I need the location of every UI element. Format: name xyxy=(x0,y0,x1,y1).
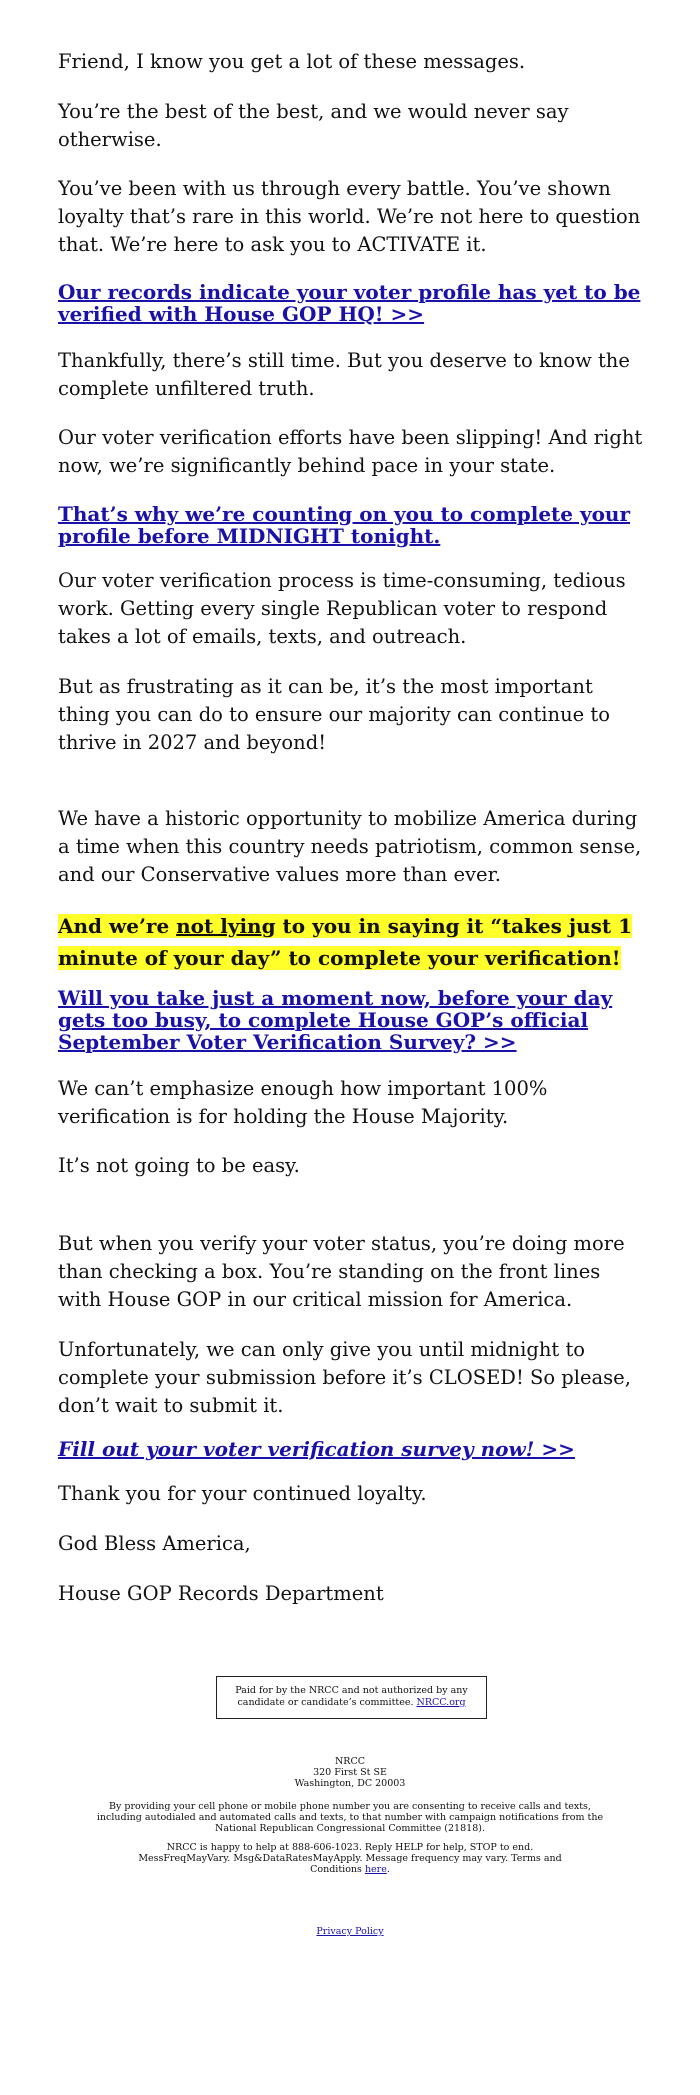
paragraph-best: You’re the best of the best, and we would never say otherwise. xyxy=(58,100,569,151)
paragraph-god-bless: God Bless America, xyxy=(58,1532,251,1555)
highlight-underlined: not lying xyxy=(176,914,276,938)
paragraph-greeting: Friend, I know you get a lot of these messages. xyxy=(58,50,526,73)
paid-for-disclaimer xyxy=(216,1676,487,1719)
privacy-policy-wrap xyxy=(0,1926,700,1937)
privacy-policy-link[interactable]: Privacy Policy xyxy=(316,1926,384,1937)
paragraph-midnight: Unfortunately, we can only give you until midnight to complete your submission before it’s CLOSED! So please, don’t wait to submit it. xyxy=(58,1338,631,1417)
org-name: NRCC xyxy=(334,1756,365,1767)
paragraph-not-easy: It’s not going to be easy. xyxy=(58,1154,300,1177)
paragraph-frustrating: But as frustrating as it can be, it’s the most important thing you can do to ensure our majority can continue to thrive in 2027 and beyond! xyxy=(58,675,610,754)
paragraph-thank-you: Thank you for your continued loyalty. xyxy=(58,1482,427,1505)
paragraph-opportunity: We have a historic opportunity to mobilize America during a time when this country needs patriotism, common sense, and our Conservative values more than ever. xyxy=(58,807,642,886)
highlight-part-2: to you in saying it “takes just 1 minute of your day” to complete your verification! xyxy=(58,914,633,970)
consent-text: By providing your cell phone or mobile phone number you are consenting to receive calls and texts, including autodialed and automated calls and texts, to that number with campaign notifications from the National Republican Congressional Committee (21818). xyxy=(96,1801,604,1834)
paragraph-still-time: Thankfully, there’s still time. But you deserve to know the complete unfiltered truth. xyxy=(58,349,630,400)
nrcc-org-link[interactable]: NRCC.org xyxy=(416,1697,466,1708)
paragraph-emphasize: We can’t emphasize enough how important 100% verification is for holding the House Majority. xyxy=(58,1077,548,1128)
highlighted-statement xyxy=(58,910,643,974)
fill-out-survey-link[interactable]: Fill out your voter verification survey now! >> xyxy=(58,1437,575,1461)
midnight-profile-link[interactable]: That’s why we’re counting on you to complete your profile before MIDNIGHT tonight. xyxy=(58,502,631,548)
footer-address xyxy=(0,1756,700,1789)
september-survey-link[interactable]: Will you take just a moment now, before your day gets too busy, to complete House GOP’s official September Voter Verification Survey? >> xyxy=(58,986,613,1054)
highlight-part-1: And we’re xyxy=(58,914,177,938)
help-text: NRCC is happy to help at 888-606-1023. Reply HELP for help, STOP to end. MessFreqMayVary. Msg&DataRatesMayApply. Message frequency may vary. Terms and Conditions xyxy=(138,1842,562,1875)
help-text-block: NRCC is happy to help at 888-606-1023. Reply HELP for help, STOP to end. MessFreqMayVary. Msg&DataRatesMayApply. Message frequency may vary. Terms and Conditions here. xyxy=(138,1842,562,1875)
signature: House GOP Records Department xyxy=(58,1582,384,1605)
paragraph-process: Our voter verification process is time-consuming, tedious work. Getting every single Republican voter to respond takes a lot of emails, texts, and outreach. xyxy=(58,569,626,648)
address-line-2: Washington, DC 20003 xyxy=(294,1778,406,1789)
disclaimer-text: Paid for by the NRCC and not authorized by any candidate or candidate’s committee. xyxy=(235,1685,468,1708)
address-line-1: 320 First St SE xyxy=(313,1767,387,1778)
terms-link[interactable]: here xyxy=(364,1864,387,1875)
verify-profile-link[interactable]: Our records indicate your voter profile has yet to be verified with House GOP HQ! >> xyxy=(58,280,641,326)
paragraph-slipping: Our voter verification efforts have been slipping! And right now, we’re significantly behind pace in your state. xyxy=(58,426,643,477)
paragraph-loyalty: You’ve been with us through every battle. You’ve shown loyalty that’s rare in this world. We’re not here to question that. We’re here to ask you to ACTIVATE it. xyxy=(58,177,641,256)
paragraph-front-lines: But when you verify your voter status, you’re doing more than checking a box. You’re standing on the front lines with House GOP in our critical mission for America. xyxy=(58,1232,625,1311)
